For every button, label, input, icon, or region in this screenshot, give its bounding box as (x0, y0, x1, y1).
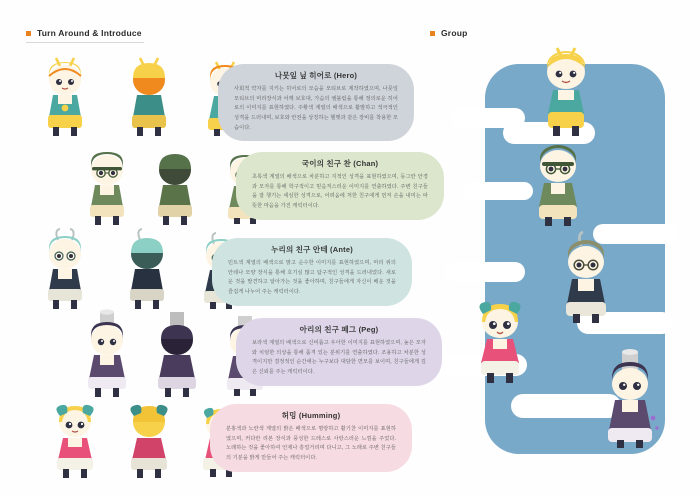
character-description-chan: 초록색 계열의 배색으로 차분하고 지적인 성격을 표현하였으며, 동그란 안경과 모자를 통해 학구적이고 믿음직스러운 이미지를 연출하였다. 주변 친구들을 잘 챙기는 세심한 성격으로, 어려움에 처한 친구에게 먼저 손을 내미는 따뜻한 마음을 가진 캐릭터이다. (252, 174, 428, 209)
description-bubble-ante (212, 238, 412, 306)
character-name-peg: 아리의 친구 페그 (Peg) (299, 325, 379, 334)
description-bubble-humming (210, 404, 412, 472)
character-description-ante: 민트색 계열의 배색으로 맑고 순수한 이미지를 표현하였으며, 머리 위의 안테나 모양 장식을 통해 호기심 많고 탐구적인 성격을 드러내었다. 새로운 것을 발견하고 알아가는 것을 좋아하며, 친구들에게 자신이 배운 것을 즐겁게 나누어 주는 캐릭터이다. (228, 260, 398, 295)
figure-peg-front (76, 316, 138, 398)
group-figure-humming (465, 298, 535, 384)
description-bubble-peg (236, 318, 442, 386)
figure-humming-front (44, 400, 106, 480)
bullet-icon (430, 31, 435, 36)
character-name-humming: 허밍 (Humming) (281, 411, 341, 420)
group-figure-ante (551, 238, 621, 324)
figure-chan-front (76, 148, 138, 226)
description-bubble-hero (218, 64, 414, 141)
figure-chan-back (144, 148, 206, 226)
character-description-humming: 분홍색과 노란색 계열의 밝은 배색으로 명랑하고 활기찬 이미지를 표현하였으며, 커다란 리본 장식과 풍성한 드레스로 사랑스러운 느낌을 주었다. 노래하는 것을 좋아하여 언제나 흥얼거리며 다니고, 그 노래로 주변 친구들의 기분을 밝게 만들어 주는 캐릭터이다. (226, 426, 398, 461)
figure-hero-front (34, 58, 96, 138)
group-figure-hero (531, 50, 601, 138)
group-figure-chan (523, 142, 593, 228)
section-header-left-label: Turn Around & Introduce (37, 28, 142, 38)
figure-ante-front (34, 232, 96, 312)
figure-humming-back (118, 400, 180, 480)
character-description-peg: 보라색 계열의 배색으로 신비롭고 우아한 이미지를 표현하였으며, 높은 모자와 치렁한 의상을 통해 품격 있는 분위기를 연출하였다. 조용하고 차분한 성격이지만 결정적인 순간에는 누구보다 대담한 면모를 보이며, 친구들에게 깊은 신뢰를 주는 캐릭터이다. (252, 340, 426, 375)
section-header-right (430, 28, 468, 38)
section-header-right-label: Group (441, 28, 468, 38)
section-header-left (26, 28, 142, 38)
character-description-hero: 사회적 약자를 지키는 히어로의 모습을 모티브로 제작하였으며, 나뭇잎 모티브의 머리장식과 어깨 보호대, 가슴의 엠블럼을 통해 정의로운 히어로의 이미지를 표현하였다. 주황색 계열의 배색으로 활발하고 적극적인 성격을 드러내며, 보호와 안전을 상징하는 헬멧과 같은 장비를 착용한 모습이다. (234, 86, 400, 131)
figure-ante-back (116, 232, 178, 312)
divider (26, 42, 144, 43)
group-figure-peg (595, 356, 665, 448)
character-name-chan: 국이의 친구 찬 (Chan) (301, 159, 379, 168)
cloud-decoration (445, 262, 525, 282)
character-name-hero: 나뭇잎 닢 히어로 (Hero) (274, 71, 358, 80)
character-name-ante: 누리의 친구 안테 (Ante) (271, 245, 353, 254)
description-bubble-chan (236, 152, 444, 220)
figure-hero-back (118, 58, 180, 138)
bullet-icon (26, 31, 31, 36)
group-panel (485, 64, 665, 454)
figure-peg-back (146, 316, 208, 398)
